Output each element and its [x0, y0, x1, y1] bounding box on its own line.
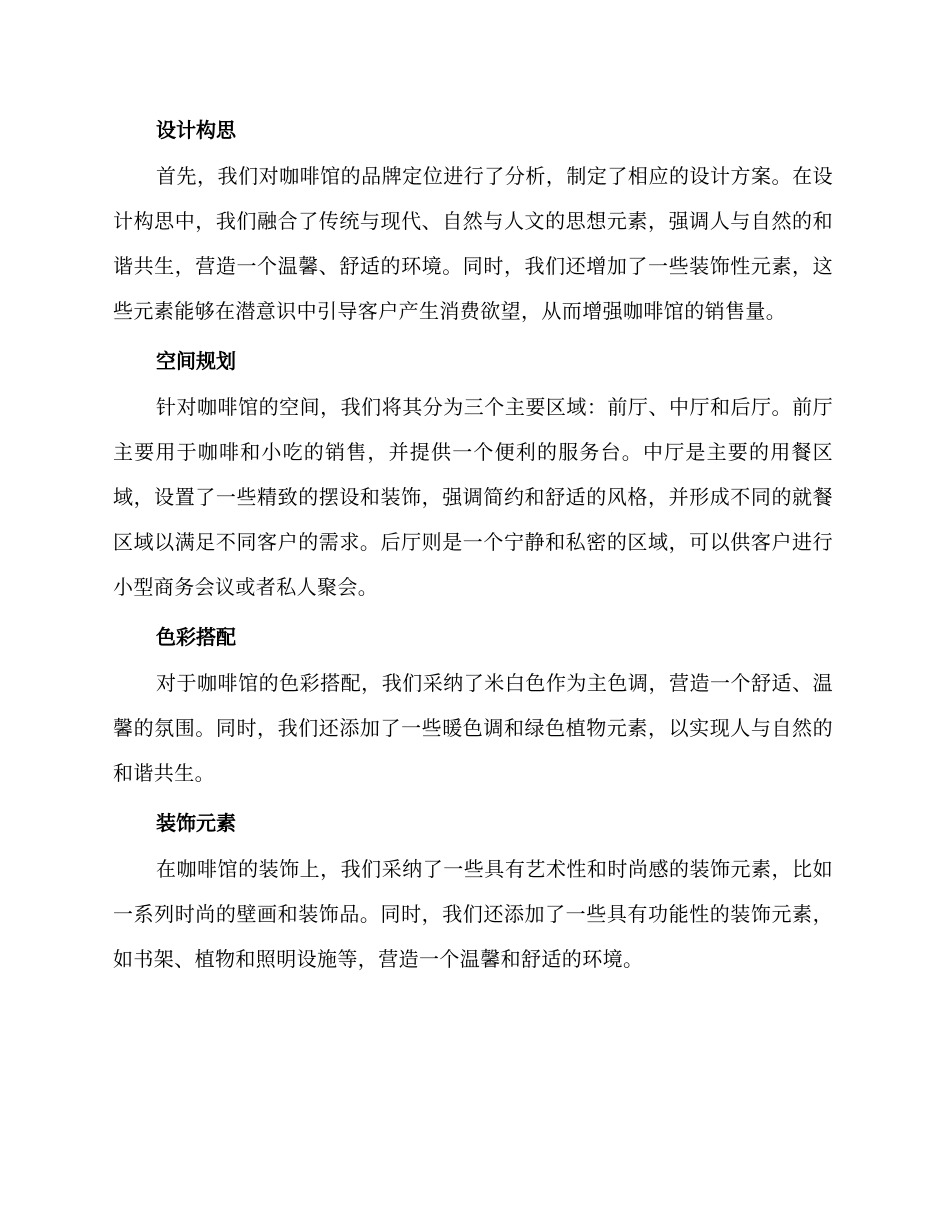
document-page: [113, 108, 833, 982]
section-space-planning: [113, 339, 833, 610]
section-paragraph: 首先，我们对咖啡馆的品牌定位进行了分析，制定了相应的设计方案。在设计构思中，我们融合了传统与现代、自然与人文的思想元素，强调人与自然的和谐共生，营造一个温馨、舒适的环境。同时，我们还增加了一些装饰性元素，这些元素能够在潜意识中引导客户产生消费欲望，从而增强咖啡馆的销售量。: [113, 164, 833, 323]
section-heading: 空间规划: [156, 349, 236, 373]
section-heading: 装饰元素: [156, 811, 236, 835]
section-decorative-elements: [113, 801, 833, 982]
section-paragraph: 针对咖啡馆的空间，我们将其分为三个主要区域：前厅、中厅和后厅。前厅主要用于咖啡和小吃的销售，并提供一个便利的服务台。中厅是主要的用餐区域，设置了一些精致的摆设和装饰，强调简约和舒适的风格，并形成不同的就餐区域以满足不同客户的需求。后厅则是一个宁静和私密的区域，可以供客户进行小型商务会议或者私人聚会。: [113, 395, 833, 599]
section-paragraph: 在咖啡馆的装饰上，我们采纳了一些具有艺术性和时尚感的装饰元素，比如一系列时尚的壁画和装饰品。同时，我们还添加了一些具有功能性的装饰元素，如书架、植物和照明设施等，营造一个温馨和舒适的环境。: [113, 857, 833, 971]
section-color-scheme: [113, 615, 833, 796]
section-design-concept: [113, 108, 833, 334]
section-heading: 色彩搭配: [156, 625, 236, 649]
section-paragraph: 对于咖啡馆的色彩搭配，我们采纳了米白色作为主色调，营造一个舒适、温馨的氛围。同时，我们还添加了一些暖色调和绿色植物元素，以实现人与自然的和谐共生。: [113, 671, 833, 785]
section-heading: 设计构思: [156, 118, 236, 142]
